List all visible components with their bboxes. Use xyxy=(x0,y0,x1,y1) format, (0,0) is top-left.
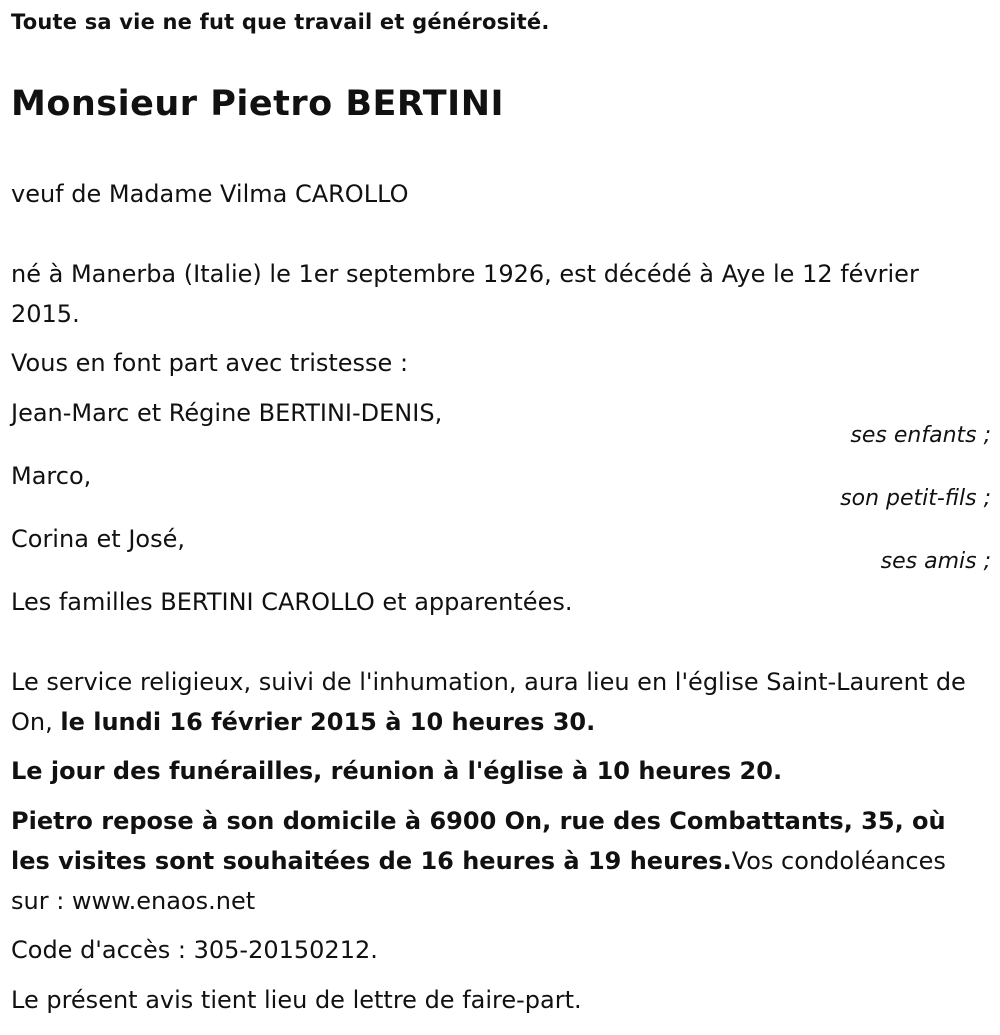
families-line: Les familles BERTINI CAROLLO et apparentées. xyxy=(11,588,573,616)
family-relation-children: ses enfants ; xyxy=(850,423,991,448)
meeting-text xyxy=(11,751,782,791)
meeting-bold: Le jour des funérailles, réunion à l'église à 10 heures 20. xyxy=(11,757,783,785)
condolences-text: Vos condoléances sur : www.enaos.net xyxy=(11,847,946,915)
intro-text: Vous en font part avec tristesse : xyxy=(11,349,409,377)
family-relation-friends: ses amis ; xyxy=(880,549,991,574)
service-paragraph xyxy=(11,662,971,742)
deceased-name: Monsieur Pietro BERTINI xyxy=(11,84,505,124)
family-names-children: Jean-Marc et Régine BERTINI-DENIS, xyxy=(11,399,443,427)
family-relation-grandson: son petit-fils ; xyxy=(840,486,991,511)
family-names-grandson: Marco, xyxy=(11,462,92,490)
service-date: le lundi 16 février 2015 à 10 heures 30. xyxy=(60,708,596,736)
repose-bold: Pietro repose à son domicile à 6900 On, rue des Combattants, 35, où les visites sont souhaitées de 16 heures à 19 heures. xyxy=(11,807,946,875)
repose-paragraph xyxy=(11,801,971,921)
widow-line: veuf de Madame Vilma CAROLLO xyxy=(11,180,409,208)
family-names-friends: Corina et José, xyxy=(11,525,185,553)
motto: Toute sa vie ne fut que travail et générosité. xyxy=(11,10,550,34)
closing-text: Le présent avis tient lieu de lettre de faire-part. xyxy=(11,986,582,1014)
service-text: Le service religieux, suivi de l'inhumation, aura lieu en l'église Saint-Laurent de On, xyxy=(11,668,966,736)
birth-death-text: né à Manerba (Italie) le 1er septembre 1926, est décédé à Aye le 12 février 2015. xyxy=(11,260,919,328)
access-code: Code d'accès : 305-20150212. xyxy=(11,936,378,964)
